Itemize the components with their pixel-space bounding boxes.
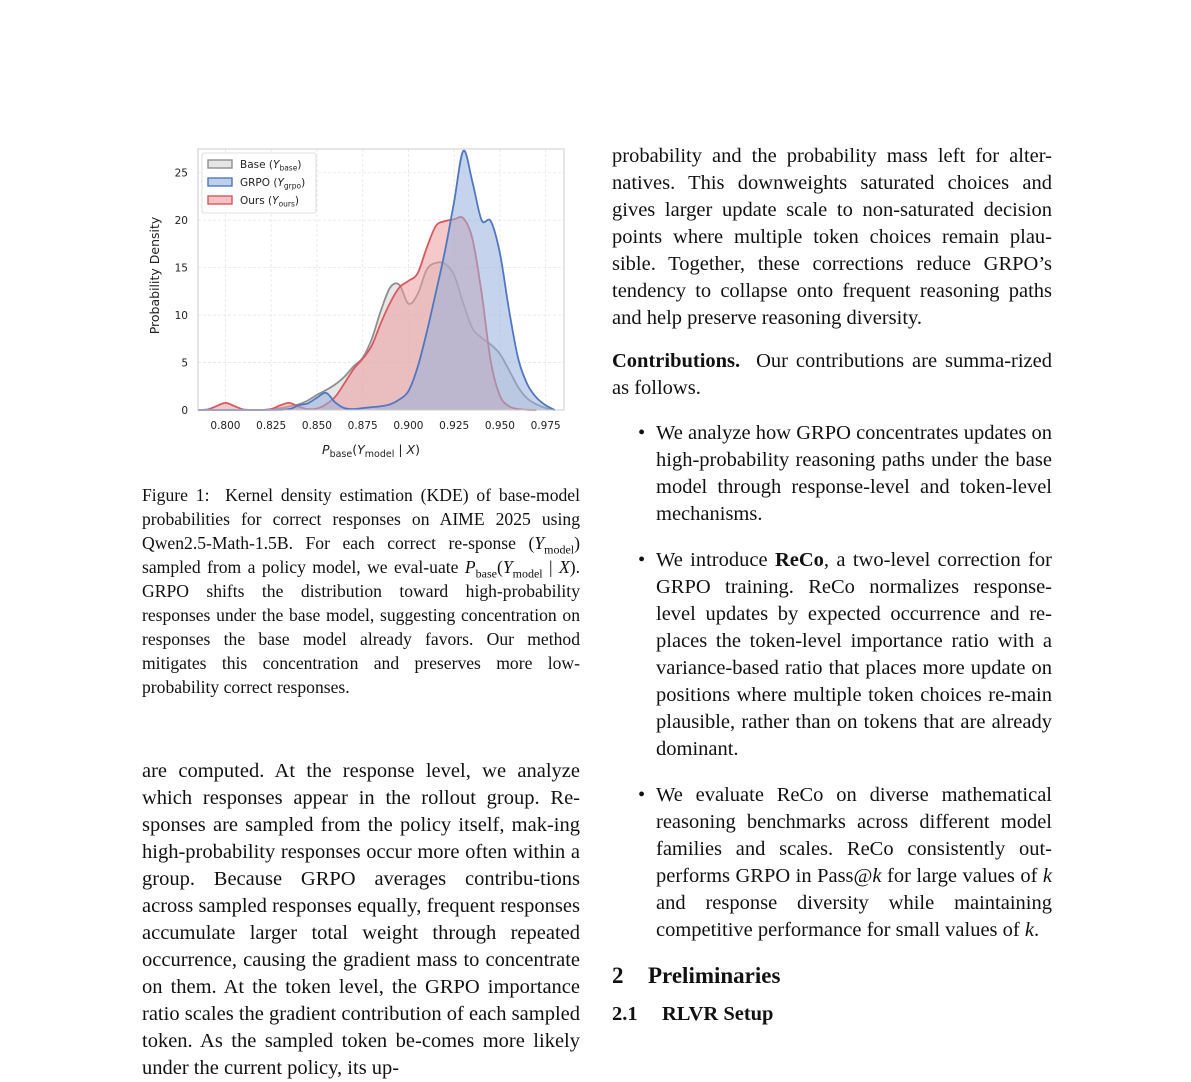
left-body-paragraph: are computed. At the response level, we analyze which responses appear in the rollout group. Re-sponses are sampled from the policy itself, mak-ing high-probability responses occur more often within a group. Because GRPO averages contribu-tions across sampled responses equally, frequent responses accumulate larger total weight through repeated occurrence, causing the gradient mass to concentrate on them. At the token level, the GRPO importance ratio scales the gradient contribution of each sampled token. As the sampled token be-comes more likely under the current policy, its up- xyxy=(142,760,580,1079)
bullet: • xyxy=(638,784,646,806)
legend-swatch xyxy=(208,178,232,186)
bullet: • xyxy=(638,549,646,571)
math-k: k xyxy=(872,865,882,887)
caption-sub-model: model xyxy=(544,542,575,557)
bullet-text-1: We analyze how GRPO concentrates updates on high-probability reasoning paths under the base model through response-level and token-level mechanisms. xyxy=(656,422,1052,525)
y-tick-label: 10 xyxy=(174,310,188,323)
subsection-number: 2.1 xyxy=(612,1003,638,1025)
reco-name: ReCo xyxy=(774,549,824,571)
caption-math-p: P xyxy=(464,557,476,577)
x-tick-label: 0.800 xyxy=(210,420,241,432)
math-k: k xyxy=(1024,919,1034,941)
section-heading xyxy=(612,963,1052,989)
y-tick-labels xyxy=(175,168,188,417)
y-tick-label: 0 xyxy=(181,405,188,417)
contributions-intro: Our contributions are summa-rized as follows. xyxy=(612,350,1053,399)
list-item xyxy=(612,420,1052,528)
caption-math-y2: Y xyxy=(502,557,513,577)
figure-caption xyxy=(142,483,580,699)
list-item xyxy=(612,782,1052,944)
caption-label: Figure 1: xyxy=(142,485,210,505)
legend-swatch xyxy=(208,196,232,204)
section-number: 2 xyxy=(612,963,624,988)
bullet-text-3c: and response diversity while maintaining competitive performance for small values of xyxy=(656,892,1052,941)
caption-text-2: ) sampled from a policy model, we eval-uate xyxy=(142,533,580,577)
bullet-text-2a: We introduce xyxy=(656,549,775,571)
x-axis-label: $P_{base}(Y_{model}$ | X) xyxy=(322,442,420,460)
math-k: k xyxy=(1042,865,1053,887)
x-tick-label: 0.900 xyxy=(393,420,424,432)
y-tick-label: 5 xyxy=(181,357,188,370)
x-tick-label: 0.925 xyxy=(439,420,470,432)
caption-math-x: X xyxy=(558,557,570,577)
contributions-paragraph xyxy=(612,348,1052,402)
legend-entry: Base $(Y_{base})$ xyxy=(240,159,302,173)
y-tick-label: 25 xyxy=(174,167,188,180)
legend xyxy=(202,153,316,213)
x-tick-labels xyxy=(210,420,560,432)
bullet: • xyxy=(638,422,646,444)
x-tick-label: 0.850 xyxy=(301,420,332,432)
bullet-text-3b: for large values of xyxy=(881,865,1043,887)
caption-math-y: Y xyxy=(534,533,545,553)
x-tick-label: 0.825 xyxy=(256,420,287,432)
legend-entry: Ours $(Y_{ours})$ xyxy=(240,195,300,209)
contributions-list xyxy=(612,420,1052,944)
caption-text-5: ). GRPO shifts the distribution toward high-probability responses under the base model, suggesting concentration on responses the base model already favors. Our method mitigates this concentration and preserves more low-probability correct responses. xyxy=(142,557,580,697)
figure-1-chart xyxy=(142,140,580,465)
caption-text-4: | xyxy=(542,557,559,577)
contributions-heading: Contributions. xyxy=(612,350,741,372)
subsection-title: RLVR Setup xyxy=(662,1003,774,1025)
caption-sub-model-2: model xyxy=(512,566,543,581)
bullet-text-2b: , a two-level correction for GRPO training. ReCo normalizes response-level updates by expected occurrence and re-places the token-level importance ratio with a variance-based ratio that places more update on positions where multiple token choices re-main plausible, rather than on tokens that are already dominant. xyxy=(656,549,1052,760)
caption-sub-base: base xyxy=(475,566,497,581)
right-paragraph-1: probability and the probability mass left for alter-natives. This downweights saturated choices and gives larger update scale to non-saturated decision points where multiple token choices remain plau-sible. Together, these corrections reduce GRPO’s tendency to collapse onto frequent reasoning paths and help preserve reasoning diversity. xyxy=(612,145,1052,329)
x-tick-label: 0.875 xyxy=(347,420,378,432)
y-axis-label: Probability Density xyxy=(147,216,162,335)
legend-swatch xyxy=(208,160,232,168)
x-tick-label: 0.950 xyxy=(484,420,515,432)
list-item xyxy=(612,547,1052,763)
x-tick-label: 0.975 xyxy=(530,420,561,432)
section-title: Preliminaries xyxy=(648,963,781,988)
caption-text-3: ( xyxy=(496,557,503,577)
subsection-heading xyxy=(612,1003,1052,1026)
caption-text-1: Kernel density estimation (KDE) of base-model probabilities for correct responses on AIME 2025 using Qwen2.5-Math-1.5B. For each correct re-sponse ( xyxy=(142,485,580,553)
kde-chart-svg xyxy=(142,140,580,465)
legend-entry: GRPO $(Y_{grpo})$ xyxy=(240,177,306,191)
y-tick-label: 20 xyxy=(174,215,188,228)
bullet-text-3a: We evaluate ReCo on diverse mathematical reasoning benchmarks across different model families and scales. ReCo consistently out-performs GRPO in Pass@ xyxy=(656,784,1052,887)
bullet-text-3d: . xyxy=(1033,919,1040,941)
right-column xyxy=(612,143,1052,1026)
y-tick-label: 15 xyxy=(174,262,188,275)
